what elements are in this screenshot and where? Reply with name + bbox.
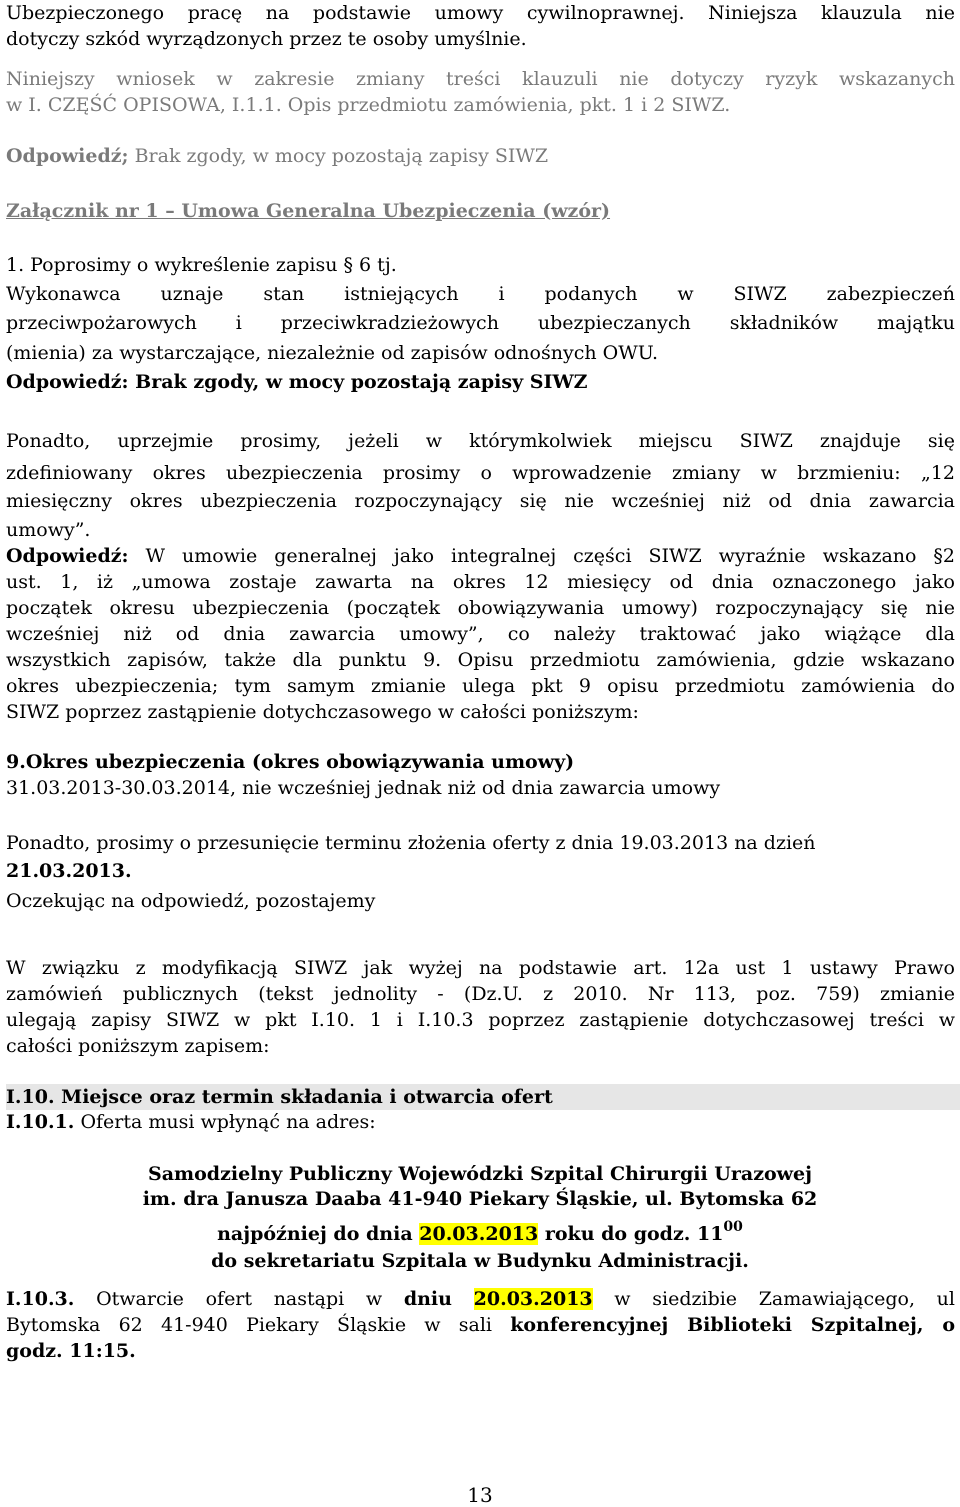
answer-label: Odpowiedź; [6, 145, 129, 167]
opening-dniu: dniu [403, 1288, 452, 1310]
subsection-number: I.10.1. [6, 1111, 75, 1133]
answer-line: ust. 1, iż „umowa zostaje zawarta na okres 12 miesięcy od dnia oznaczonego jako [6, 571, 955, 593]
section-text: 31.03.2013-30.03.2014, nie wcześniej jednak niż od dnia zawarcia umowy [6, 777, 721, 799]
answer-line: wcześniej niż od dnia zawarcia umowy”, co należy traktować jako wiążące dla [6, 623, 955, 645]
subsection-number: I.10.3. [6, 1288, 75, 1310]
answer-line: okres ubezpieczenia; tym samym zmianie ulega pkt 9 opisu przedmiotu zamówienia do [6, 675, 955, 697]
body-text-line: miesięczny okres ubezpieczenia rozpoczynający się nie wcześniej niż od dnia zawarcia [6, 490, 955, 512]
opening-room: konferencyjnej Biblioteki Szpitalnej, o [510, 1314, 955, 1336]
opening-date: 20.03.2013 [473, 1288, 593, 1310]
quote-line: (mienia) za wystarczające, niezależnie od zapisów odnośnych OWU. [6, 342, 659, 364]
deadline-line [0, 1221, 960, 1249]
body-text-line: zdefiniowany okres ubezpieczenia prosimy o wprowadzenie zmiany w brzmieniu: „12 [6, 462, 955, 484]
deadline-superscript: 00 [723, 1219, 743, 1235]
answer-line [6, 543, 955, 569]
body-text-line: Ponadto, uprzejmie prosimy, jeżeli w którymkolwiek miejscu SIWZ znajduje się [6, 430, 955, 452]
answer-line: Odpowiedź: Brak zgody, w mocy pozostają zapisy SIWZ [6, 371, 588, 393]
quote-line: przeciwpożarowych i przeciwkradzieżowych ubezpieczanych składników majątku [6, 312, 955, 334]
body-text-line: całości poniższym zapisem: [6, 1035, 270, 1057]
opening-line [6, 1286, 955, 1312]
address-line: im. dra Janusza Daaba 41-940 Piekary Śląskie, ul. Bytomska 62 [142, 1188, 818, 1210]
address-line: do sekretariatu Szpitala w Budynku Administracji. [211, 1250, 749, 1272]
subsection-line [6, 1109, 376, 1135]
answer-line: początek okresu ubezpieczenia (początek obowiązywania umowy) rozpoczynający się nie [6, 597, 955, 619]
body-text-line: Ubezpieczonego pracę na podstawie umowy cywilnoprawnej. Niniejsza klauzula nie [6, 2, 955, 24]
body-text-line: dotyczy szkód wyrządzonych przez te osoby umyślnie. [6, 28, 527, 50]
attachment-heading: Załącznik nr 1 – Umowa Generalna Ubezpieczenia (wzór) [6, 200, 611, 222]
opening-time: godz. 11:15. [6, 1340, 136, 1362]
answer-line: wszystkich zapisów, także dla punktu 9. Opisu przedmiotu zamówienia, gdzie wskazano [6, 649, 955, 671]
opening-line [6, 1312, 955, 1338]
body-text-line: w I. CZĘŚĆ OPISOWA, I.1.1. Opis przedmiotu zamówienia, pkt. 1 i 2 SIWZ. [6, 94, 731, 116]
section-heading: 9.Okres ubezpieczenia (okres obowiązywania umowy) [6, 751, 575, 773]
answer-line: SIWZ poprzez zastąpienie dotychczasowego w całości poniższym: [6, 701, 639, 723]
opening-text: Bytomska 62 41-940 Piekary Śląskie w sali [6, 1314, 511, 1336]
address-line: Samodzielny Publiczny Wojewódzki Szpital Chirurgii Urazowej [148, 1163, 812, 1185]
quote-line: Wykonawca uznaje stan istniejących i podanych w SIWZ zabezpieczeń [6, 283, 955, 305]
answer-label: Odpowiedź: [6, 545, 129, 567]
opening-text-end: w siedzibie Zamawiającego, ul [592, 1288, 955, 1310]
subsection-text: Oferta musi wpłynąć na adres: [74, 1111, 376, 1133]
section-heading-shaded: I.10. Miejsce oraz termin składania i otwarcia ofert [6, 1084, 960, 1110]
deadline-middle: roku do godz. 11 [538, 1223, 724, 1245]
body-text-line: Oczekując na odpowiedź, pozostajemy [6, 890, 376, 912]
answer-text: W umowie generalnej jako integralnej części SIWZ wyraźnie wskazano §2 [128, 545, 955, 567]
answer-line [6, 143, 548, 169]
body-text-line: umowy”. [6, 519, 91, 541]
body-text-line: Niniejszy wniosek w zakresie zmiany treści klauzuli nie dotyczy ryzyk wskazanych [6, 68, 955, 90]
deadline-prefix: najpóźniej do dnia [217, 1223, 420, 1245]
page-number: 13 [467, 1483, 493, 1507]
question-line: 1. Poprosimy o wykreślenie zapisu § 6 tj. [6, 254, 397, 276]
answer-text: Brak zgody, w mocy pozostają zapisy SIWZ [128, 145, 549, 167]
deadline-date: 20.03.2013 [419, 1223, 539, 1245]
body-text-line: ulegają zapisy SIWZ w pkt I.10. 1 i I.10.3 poprzez zastąpienie dotychczasowej treści w [6, 1009, 955, 1031]
body-text-line: Ponadto, prosimy o przesunięcie terminu złożenia oferty z dnia 19.03.2013 na dzień [6, 832, 816, 854]
body-text-line: zamówień publicznych (tekst jednolity - (Dz.U. z 2010. Nr 113, poz. 759) zmianie [6, 983, 955, 1005]
body-text-line: W związku z modyfikacją SIWZ jak wyżej na podstawie art. 12a ust 1 ustawy Prawo [6, 957, 955, 979]
opening-text: Otwarcie ofert nastąpi w [74, 1288, 404, 1310]
date-text: 21.03.2013. [6, 860, 132, 882]
